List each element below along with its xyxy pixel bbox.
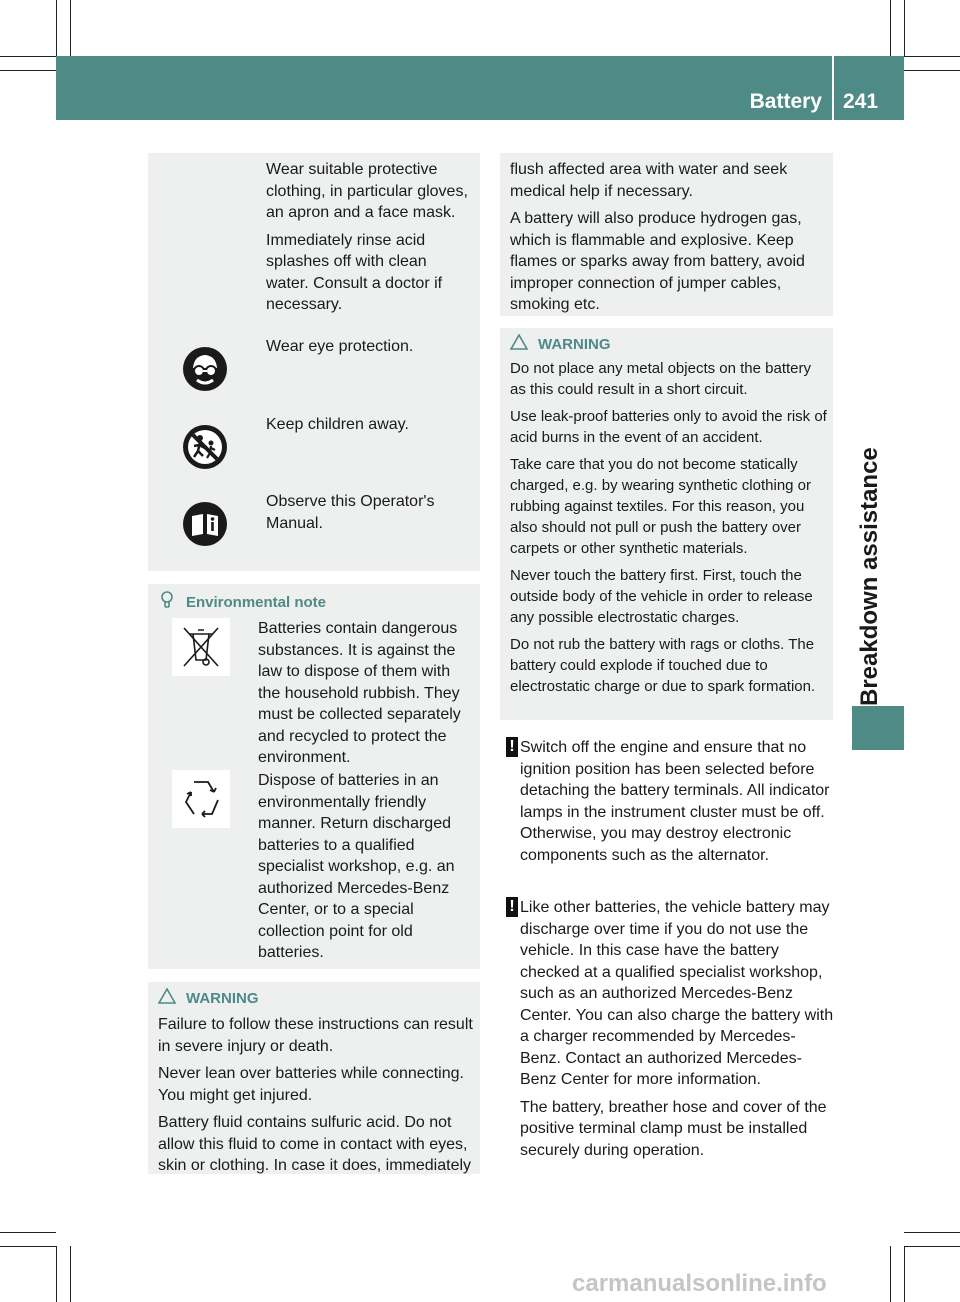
warning-paragraph: flush affected area with water and seek medical help if necessary.: [510, 161, 788, 200]
notice-item: [506, 737, 836, 872]
section-title: Battery: [749, 90, 822, 113]
chapter-tab: [852, 706, 904, 750]
environmental-note-heading: Environmental note: [186, 593, 327, 611]
crossed-out-bin-icon: [172, 618, 230, 681]
crop-mark: [904, 56, 960, 57]
watermark: carmanualsonline.info: [572, 1270, 827, 1297]
crop-mark: [904, 1246, 960, 1247]
notice-marker: !: [506, 897, 518, 917]
operators-manual-icon: [182, 501, 228, 552]
warning-paragraph: Never touch the battery first. First, touch the outside body of the vehicle in order to release any possible electrostatic charges.: [510, 567, 813, 626]
warning-paragraph: A battery will also produce hydrogen gas, which is flammable and explosive. Keep flames or sparks away from battery, avoid improper connection of jumper cables, smoking etc.: [510, 210, 805, 313]
safety-symbols-box: [148, 153, 480, 571]
crop-mark: [0, 56, 56, 57]
protective-clothing-text: Wear suitable protective clothing, in particular gloves, an apron and a face mask.: [266, 161, 468, 221]
notice-item: [506, 897, 836, 1167]
warning-triangle-icon: [510, 334, 528, 354]
crop-mark: [890, 0, 891, 56]
crop-mark: [0, 1246, 56, 1247]
eye-protection-icon: [182, 346, 228, 397]
notice-text: Switch off the engine and ensure that no ignition position has been selected before detaching the battery terminals. All indicator lamps in the instrument cluster must be off. Otherwise, you may destroy electronic components such as the alternator.: [520, 739, 830, 864]
environmental-note-box: [148, 584, 480, 969]
notice-text: The battery, breather hose and cover of the positive terminal clamp must be installed securely during operation.: [520, 1098, 827, 1159]
rinse-acid-text: Immediately rinse acid splashes off with clean water. Consult a doctor if necessary.: [266, 231, 443, 313]
eye-protection-text: Wear eye protection.: [266, 338, 414, 355]
crop-mark: [56, 0, 57, 56]
recycle-icon: [172, 770, 230, 833]
notice-text: Like other batteries, the vehicle battery may discharge over time if you do not use the vehicle. In this case have the battery checked at a qualified specialist workshop, such as an authorized Mercedes-Benz Center. You can also charge the battery with a charger recommended by Mercedes-Benz. Contact an authorized Mercedes-Benz Center for more information.: [520, 899, 834, 1088]
crop-mark: [70, 0, 71, 56]
dangerous-substances-text: Batteries contain dangerous substances. It is against the law to dispose of them with the household rubbish. They must be collected separately and recycled to protect the environment.: [258, 620, 461, 766]
crop-mark: [70, 1246, 71, 1302]
lightbulb-icon: [160, 591, 174, 613]
warning-heading: WARNING: [538, 335, 611, 353]
dispose-batteries-text: Dispose of batteries in an environmentally friendly manner. Return discharged batteries to a qualified specialist workshop, e.g. an authorized Mercedes-Benz Center, or to a special collection point for old batteries.: [258, 772, 455, 961]
crop-mark: [904, 1232, 960, 1233]
crop-mark: [890, 1246, 891, 1302]
warning-paragraph: Use leak-proof batteries only to avoid the risk of acid burns in the event of an accident.: [510, 408, 827, 446]
warning-paragraph: Do not rub the battery with rags or cloths. The battery could explode if touched due to electrostatic charge or due to spark formation.: [510, 636, 816, 695]
crop-mark: [0, 1232, 56, 1233]
warning-paragraph: Failure to follow these instructions can result in severe injury or death.: [158, 1016, 473, 1055]
warning-paragraph: Do not place any metal objects on the battery as this could result in a short circuit.: [510, 360, 812, 398]
header-divider: [832, 56, 834, 120]
crop-mark: [0, 70, 56, 71]
warning-box-right: [500, 328, 833, 720]
chapter-side-label: [848, 438, 888, 708]
page-number: 241: [843, 90, 879, 113]
warning-continued-box: [500, 153, 833, 316]
crop-mark: [904, 70, 960, 71]
warning-paragraph: Never lean over batteries while connecting. You might get injured.: [158, 1065, 464, 1104]
crop-mark: [56, 1246, 57, 1302]
keep-children-away-icon: [182, 424, 228, 475]
warning-triangle-icon: [158, 988, 176, 1008]
keep-children-away-text: Keep children away.: [266, 416, 409, 433]
chapter-label-text: Breakdown assistance: [856, 447, 883, 706]
operators-manual-text: Observe this Operator's Manual.: [266, 493, 435, 532]
notice-marker: !: [506, 737, 518, 757]
warning-box-left: [148, 982, 480, 1174]
warning-heading: WARNING: [186, 989, 259, 1007]
warning-paragraph: Battery fluid contains sulfuric acid. Do not allow this fluid to come in contact with eyes, skin or clothing. In case it does, immediately: [158, 1114, 472, 1174]
crop-mark: [904, 0, 905, 56]
warning-paragraph: Take care that you do not become statically charged, e.g. by wearing synthetic clothing or rubbing against textiles. For this reason, you also should not pull or push the battery over carpets or other synthetic materials.: [510, 456, 812, 557]
crop-mark: [904, 1246, 905, 1302]
